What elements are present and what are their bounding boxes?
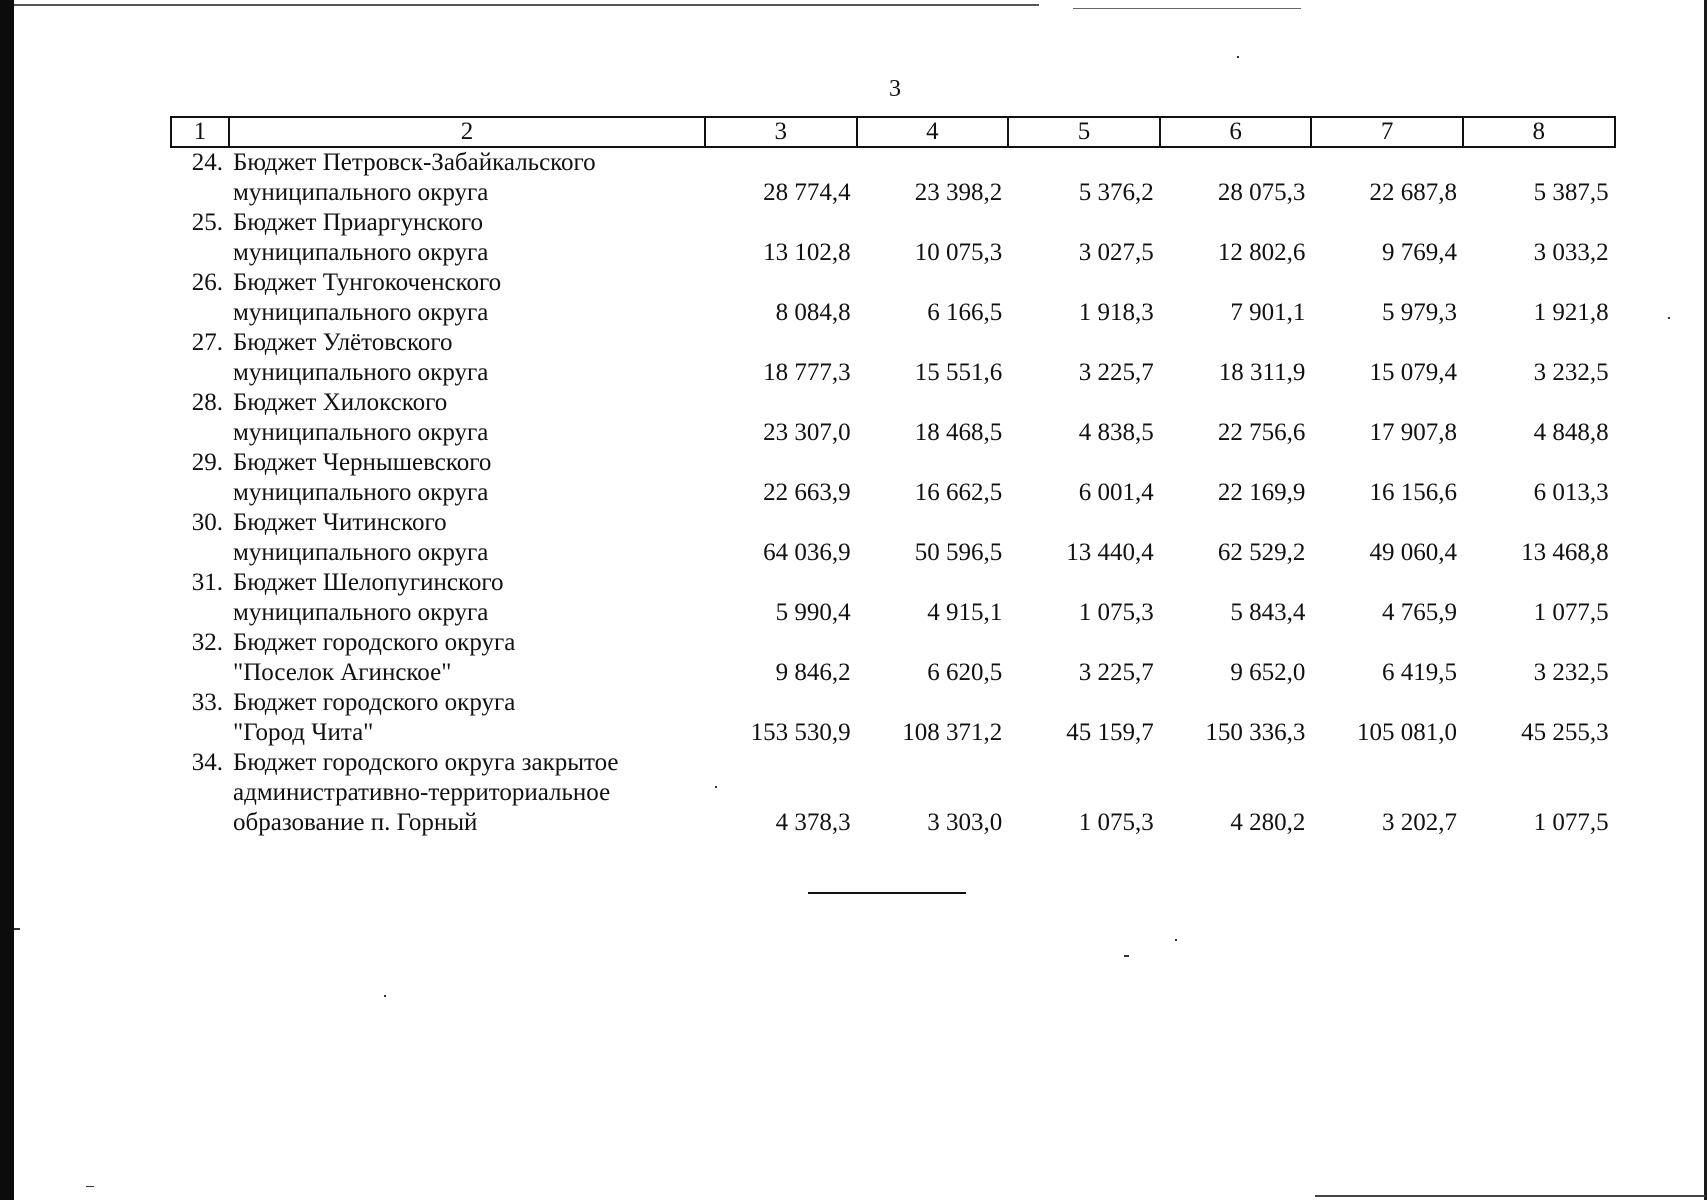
value-col-3: 153 530,9	[750, 719, 851, 746]
value-col-3: 8 084,8	[775, 299, 851, 326]
value-col-4: 50 596,5	[914, 539, 1003, 566]
scan-speck	[1237, 56, 1239, 58]
value-col-6: 12 802,6	[1217, 239, 1306, 266]
value-col-4: 23 398,2	[914, 179, 1003, 206]
table-row	[171, 628, 1615, 688]
scan-speck	[86, 1186, 94, 1187]
table-row	[171, 508, 1615, 568]
budget-name-line: муниципального округа	[233, 179, 489, 206]
table-row	[171, 328, 1615, 388]
budget-name	[229, 628, 705, 688]
table-row	[171, 688, 1615, 748]
value-col-8: 13 468,8	[1521, 539, 1609, 566]
budget-name-line: Бюджет Улётовского	[233, 329, 453, 356]
budget-table	[170, 116, 1616, 838]
row-index: 31.	[191, 569, 223, 596]
budget-name	[229, 688, 705, 748]
column-header: 7	[1311, 117, 1463, 147]
value-col-5: 3 225,7	[1078, 659, 1154, 686]
value-col-3: 18 777,3	[763, 359, 851, 386]
value-col-6: 9 652,0	[1230, 659, 1306, 686]
row-index: 24.	[191, 149, 223, 176]
budget-name-line: Бюджет Тунгокоченского	[233, 269, 502, 296]
budget-name-line: "Город Чита"	[233, 719, 374, 746]
page-number: 3	[889, 76, 901, 102]
column-header: 1	[171, 117, 229, 147]
value-col-5: 4 838,5	[1078, 419, 1154, 446]
value-col-5: 1 075,3	[1078, 599, 1154, 626]
value-col-8: 4 848,8	[1533, 419, 1609, 446]
budget-name-line: муниципального округа	[233, 479, 489, 506]
table-row	[171, 568, 1615, 628]
budget-name	[229, 568, 705, 628]
budget-name	[229, 268, 705, 328]
scan-edge-left	[0, 0, 14, 1200]
budget-name-line: Бюджет Хилокского	[233, 389, 448, 416]
value-col-8: 1 077,5	[1533, 809, 1609, 836]
budget-name	[229, 748, 705, 838]
value-col-3: 22 663,9	[763, 479, 851, 506]
budget-name-line: Бюджет Читинского	[233, 509, 447, 536]
budget-name-line: Бюджет Петровск-Забайкальского	[233, 149, 596, 176]
value-col-7: 4 765,9	[1381, 599, 1457, 626]
table-row	[171, 147, 1615, 208]
value-col-8: 3 232,5	[1533, 659, 1609, 686]
value-col-6: 18 311,9	[1218, 359, 1306, 386]
value-col-3: 23 307,0	[763, 419, 851, 446]
value-col-5: 1 918,3	[1078, 299, 1154, 326]
value-col-4: 108 371,2	[902, 719, 1003, 746]
budget-name	[229, 328, 705, 388]
row-index: 27.	[191, 329, 223, 356]
value-col-5: 6 001,4	[1078, 479, 1154, 506]
table-row	[171, 268, 1615, 328]
budget-name	[229, 508, 705, 568]
value-col-4: 10 075,3	[914, 239, 1003, 266]
scan-speck	[1668, 317, 1670, 319]
value-col-5: 45 159,7	[1066, 719, 1154, 746]
value-col-6: 7 901,1	[1230, 299, 1306, 326]
budget-name-line: муниципального округа	[233, 419, 489, 446]
value-col-6: 4 280,2	[1230, 809, 1306, 836]
scan-speck	[1175, 939, 1177, 941]
scan-speck	[1124, 955, 1129, 957]
row-index: 34.	[191, 749, 223, 776]
table-row	[171, 748, 1615, 838]
column-header: 2	[229, 117, 705, 147]
budget-name	[229, 208, 705, 268]
value-col-5: 1 075,3	[1078, 809, 1154, 836]
budget-name-line: муниципального округа	[233, 539, 489, 566]
budget-name-line: образование п. Горный	[233, 809, 478, 836]
row-index: 29.	[191, 449, 223, 476]
value-col-5: 3 225,7	[1078, 359, 1154, 386]
table-row	[171, 448, 1615, 508]
budget-name-line: Бюджет Приаргунского	[233, 209, 483, 236]
value-col-7: 105 081,0	[1356, 719, 1457, 746]
value-col-7: 5 979,3	[1381, 299, 1457, 326]
value-col-7: 49 060,4	[1369, 539, 1457, 566]
value-col-8: 3 232,5	[1533, 359, 1609, 386]
budget-name	[229, 388, 705, 448]
header-row	[171, 117, 1615, 147]
value-col-7: 3 202,7	[1381, 809, 1457, 836]
table-body	[171, 147, 1615, 838]
column-header: 8	[1463, 117, 1615, 147]
value-col-3: 28 774,4	[763, 179, 851, 206]
row-index: 30.	[191, 509, 223, 536]
column-header: 4	[857, 117, 1009, 147]
budget-name-line: муниципального округа	[233, 359, 489, 386]
value-col-8: 1 077,5	[1533, 599, 1609, 626]
value-col-3: 4 378,3	[775, 809, 851, 836]
value-col-6: 22 169,9	[1217, 479, 1306, 506]
column-header: 6	[1160, 117, 1312, 147]
scan-speck	[14, 928, 20, 930]
value-col-4: 15 551,6	[914, 359, 1003, 386]
value-col-3: 13 102,8	[763, 239, 851, 266]
budget-name-line: Бюджет Шелопугинского	[233, 569, 504, 596]
row-index: 32.	[191, 629, 223, 656]
budget-name	[229, 448, 705, 508]
value-col-7: 15 079,4	[1369, 359, 1457, 386]
column-header: 5	[1008, 117, 1160, 147]
value-col-7: 9 769,4	[1381, 239, 1457, 266]
value-col-7: 17 907,8	[1369, 419, 1457, 446]
value-col-5: 13 440,4	[1066, 539, 1154, 566]
budget-name-line: Бюджет городского округа закрытое	[233, 749, 619, 776]
value-col-7: 6 419,5	[1381, 659, 1457, 686]
value-col-8: 6 013,3	[1533, 479, 1609, 506]
budget-name-line: Бюджет городского округа	[233, 629, 516, 656]
row-index: 28.	[191, 389, 223, 416]
budget-name-line: Бюджет Чернышевского	[233, 449, 492, 476]
value-col-4: 6 620,5	[927, 659, 1003, 686]
value-col-8: 1 921,8	[1533, 299, 1609, 326]
value-col-6: 22 756,6	[1217, 419, 1306, 446]
table-row	[171, 208, 1615, 268]
value-col-3: 5 990,4	[775, 599, 851, 626]
value-col-3: 9 846,2	[775, 659, 851, 686]
value-col-6: 62 529,2	[1217, 539, 1306, 566]
value-col-4: 16 662,5	[914, 479, 1003, 506]
value-col-5: 3 027,5	[1078, 239, 1154, 266]
value-col-8: 3 033,2	[1533, 239, 1609, 266]
value-col-6: 150 336,3	[1205, 719, 1306, 746]
budget-name-line: муниципального округа	[233, 299, 489, 326]
column-header: 3	[705, 117, 857, 147]
value-col-4: 3 303,0	[927, 809, 1003, 836]
budget-name	[229, 147, 705, 208]
scan-artifact-top-2	[1073, 8, 1301, 9]
row-index: 26.	[191, 269, 223, 296]
value-col-7: 16 156,6	[1369, 479, 1457, 506]
budget-name-line: административно-территориальное	[233, 779, 611, 806]
budget-name-line: муниципального округа	[233, 239, 489, 266]
value-col-5: 5 376,2	[1078, 179, 1154, 206]
value-col-4: 4 915,1	[927, 599, 1003, 626]
value-col-7: 22 687,8	[1369, 179, 1457, 206]
value-col-6: 5 843,4	[1230, 599, 1306, 626]
budget-name-line: "Поселок Агинское"	[233, 659, 452, 686]
value-col-4: 6 166,5	[927, 299, 1003, 326]
scan-artifact-bottom	[1315, 1195, 1705, 1197]
value-col-8: 45 255,3	[1521, 719, 1609, 746]
row-index: 25.	[191, 209, 223, 236]
scan-artifact-top	[14, 4, 1039, 6]
end-rule	[808, 892, 966, 894]
row-index: 33.	[191, 689, 223, 716]
budget-name-line: Бюджет городского округа	[233, 689, 516, 716]
value-col-3: 64 036,9	[763, 539, 851, 566]
value-col-8: 5 387,5	[1533, 179, 1609, 206]
value-col-4: 18 468,5	[914, 419, 1003, 446]
table-row	[171, 388, 1615, 448]
value-col-6: 28 075,3	[1217, 179, 1306, 206]
scan-speck	[384, 995, 386, 997]
budget-name-line: муниципального округа	[233, 599, 489, 626]
